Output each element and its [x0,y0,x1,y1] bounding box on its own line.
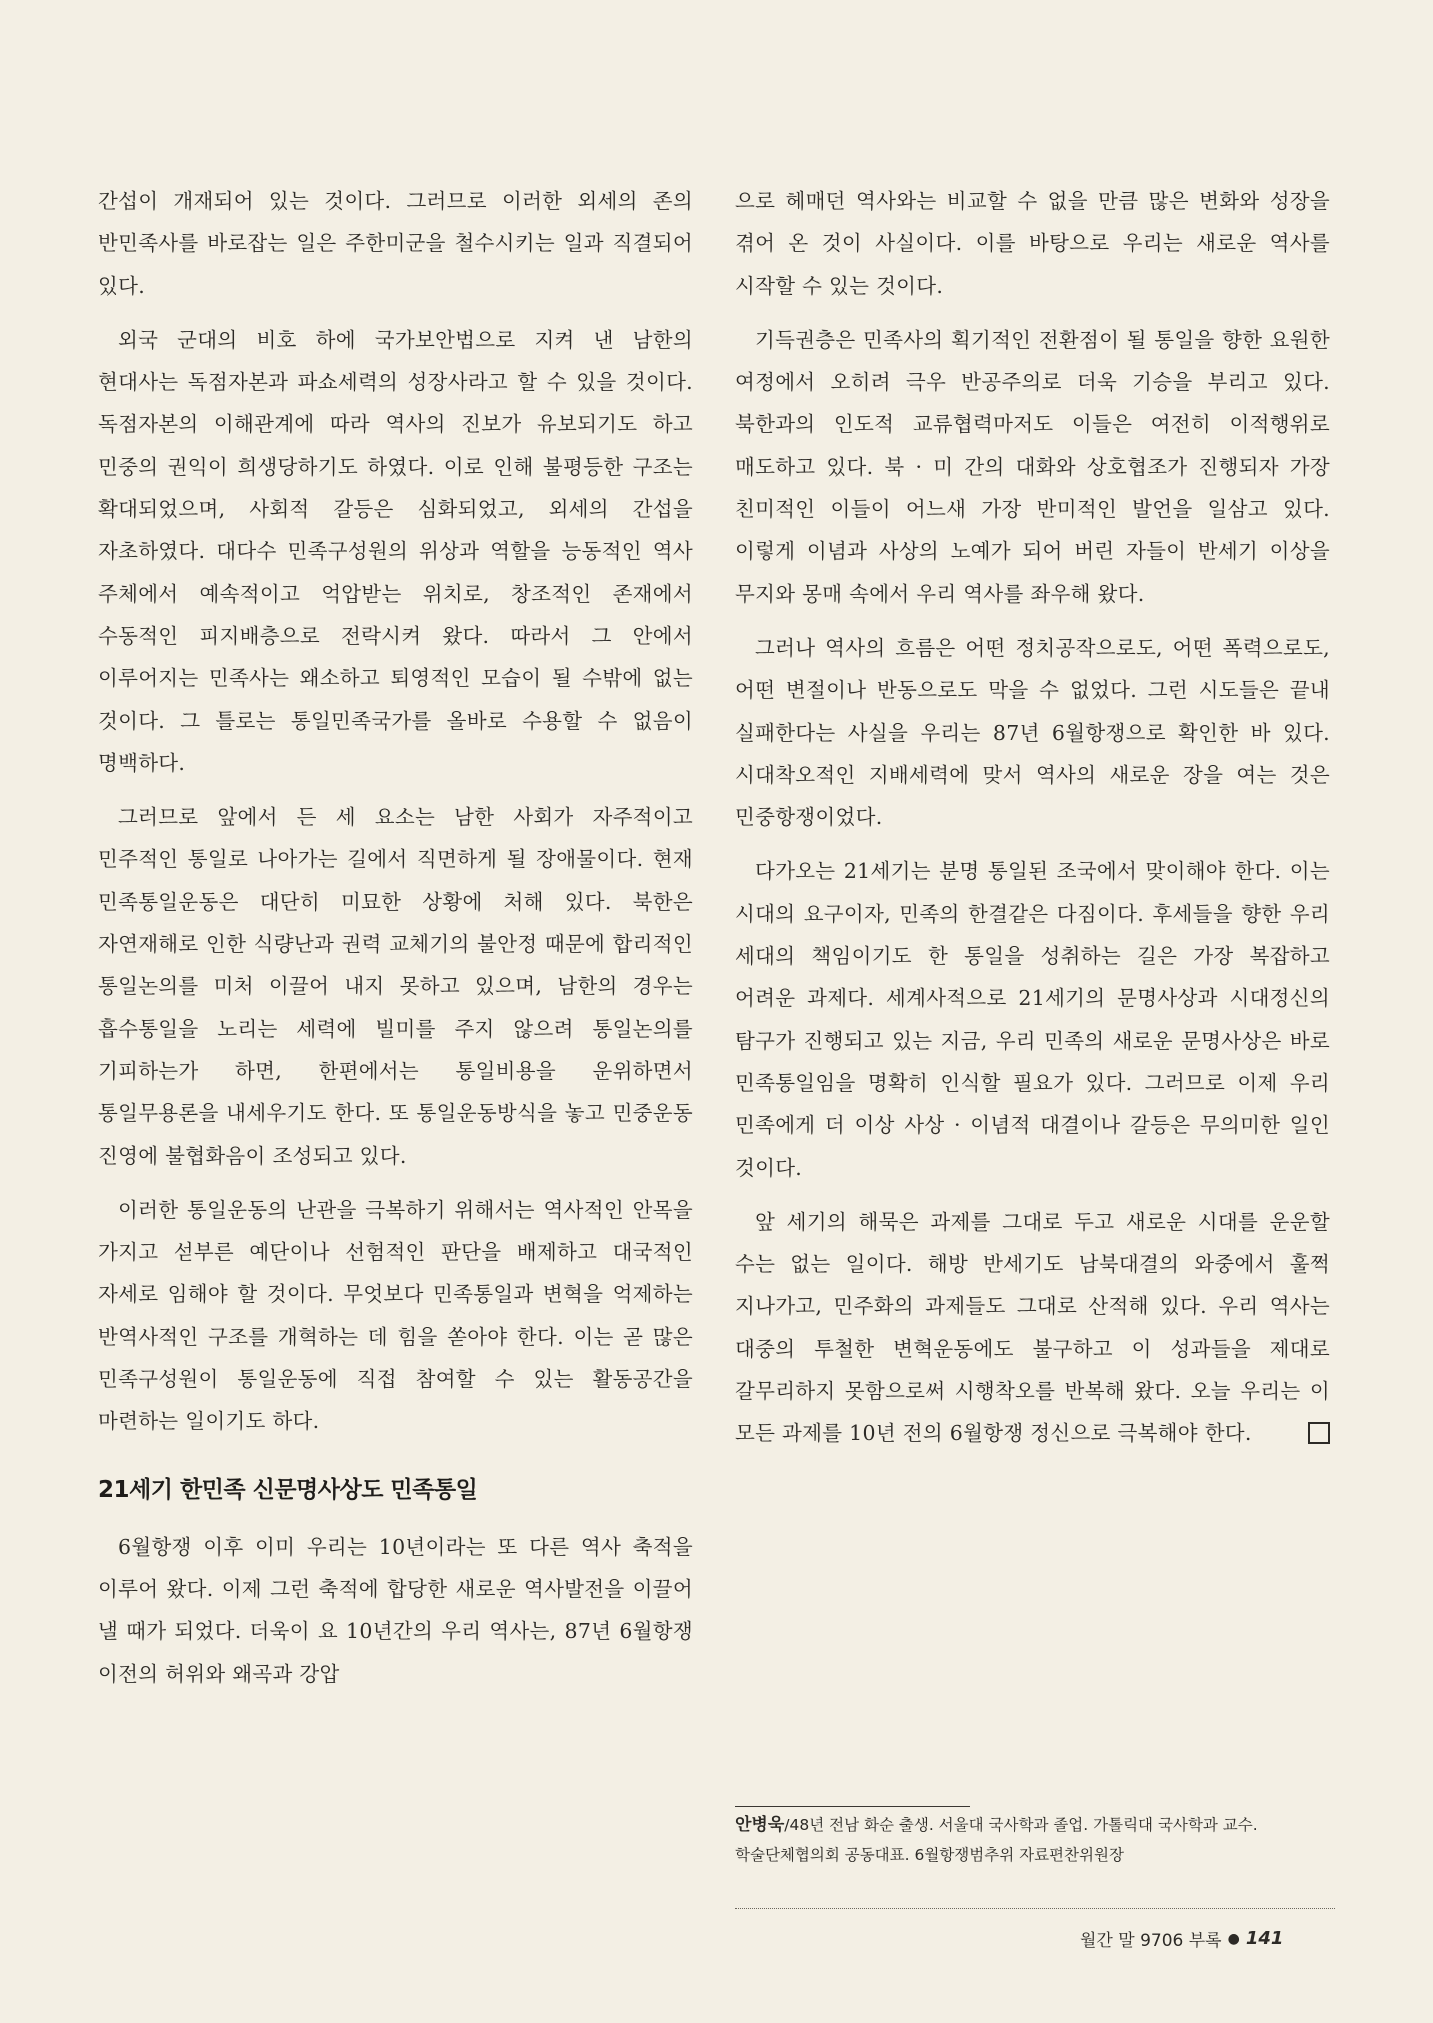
paragraph: 간섭이 개재되어 있는 것이다. 그러므로 이러한 외세의 존의 반민족사를 바로잡는 일은 주한미군을 철수시키는 일과 직결되어 있다. [98,189,693,298]
magazine-name: 월간 말 9706 부록 [1080,1931,1222,1951]
page-number: 141 [1245,1928,1284,1949]
author-description: /48년 전남 화순 출생. 서울대 국사학과 졸업. 가톨릭대 국사학과 교수. 학술단체협의회 공동대표. 6월항쟁범추위 자료편찬위원장 [735,1816,1258,1864]
paragraph: 으로 헤매던 역사와는 비교할 수 없을 만큼 많은 변화와 성장을 겪어 온 것이 사실이다. 이를 바탕으로 우리는 새로운 역사를 시작할 수 있는 것이다. [735,189,1330,298]
section-heading: 21세기 한민족 신문명사상도 민족통일 [98,1476,478,1503]
paragraph: 그러나 역사의 흐름은 어떤 정치공작으로도, 어떤 폭력으로도, 어떤 변절이나 반동으로도 막을 수 없었다. 그런 시도들은 끝내 실패한다는 사실을 우리는 87년 6월항쟁으로 확인한 바 있다. 시대착오적인 지배세력에 맞서 역사의 새로운 장을 여는 것은 민중항쟁이었다. [735,635,1330,830]
paragraph: 다가오는 21세기는 분명 통일된 조국에서 맞이해야 한다. 이는 시대의 요구이자, 민족의 한결같은 다짐이다. 후세들을 향한 우리 세대의 책임이기도 한 통일을 성취하는 길은 가장 복잡하고 어려운 과제다. 세계사적으로 21세기의 문명사상과 시대정신의 탐구가 진행되고 있는 지금, 우리 민족의 새로운 문명사상은 바로 민족통일임을 명확히 인식할 필요가 있다. 그러므로 이제 우리 민족에게 더 이상 사상 · 이념적 대결이나 갈등은 무의미한 일인 것이다. [735,859,1330,1180]
footer-divider [735,1908,1335,1909]
paragraph: 이러한 통일운동의 난관을 극복하기 위해서는 역사적인 안목을 가지고 섣부른 예단이나 선험적인 판단을 배제하고 대국적인 자세로 임해야 할 것이다. 무엇보다 민족통일과 변혁을 억제하는 반역사적인 구조를 개혁하는 데 힘을 쏟아야 한다. 이는 곧 많은 민족구성원이 통일운동에 직접 참여할 수 있는 활동공간을 마련하는 일이기도 하다. [98,1197,693,1434]
paragraph-final [735,1201,1330,1455]
left-column [98,180,693,1707]
bullet-icon: ● [1227,1930,1240,1947]
right-column [735,180,1330,1467]
author-divider [735,1806,970,1807]
paragraph: 기득권층은 민족사의 획기적인 전환점이 될 통일을 향한 요원한 여정에서 오히려 극우 반공주의로 더욱 기승을 부리고 있다. 북한과의 인도적 교류협력마저도 이들은 여전히 이적행위로 매도하고 있다. 북 · 미 간의 대화와 상호협조가 진행되자 가장 친미적인 이들이 어느새 가장 반미적인 발언을 일삼고 있다. 이렇게 이념과 사상의 노예가 되어 버린 자들이 반세기 이상을 무지와 몽매 속에서 우리 역사를 좌우해 왔다. [735,327,1330,606]
author-bio [735,1810,1335,1870]
author-name: 안병욱 [735,1815,785,1835]
end-mark-icon [1308,1422,1330,1444]
page-footer [1080,1926,1283,1951]
paragraph: 6월항쟁 이후 이미 우리는 10년이라는 또 다른 역사 축적을 이루어 왔다. 이제 그런 축적에 합당한 새로운 역사발전을 이끌어 낼 때가 되었다. 더욱이 요 10년간의 우리 역사는, 87년 6월항쟁 이전의 허위와 왜곡과 강압 [98,1534,693,1686]
paragraph: 그러므로 앞에서 든 세 요소는 남한 사회가 자주적이고 민주적인 통일로 나아가는 길에서 직면하게 될 장애물이다. 현재 민족통일운동은 대단히 미묘한 상황에 처해 있다. 북한은 자연재해로 인한 식량난과 권력 교체기의 불안정 때문에 합리적인 통일논의를 미처 이끌어 내지 못하고 있으며, 남한의 경우는 흡수통일을 노리는 세력에 빌미를 주지 않으려 통일논의를 기피하는가 하면, 한편에서는 통일비용을 운위하면서 통일무용론을 내세우기도 한다. 또 통일운동방식을 놓고 민중운동 진영에 불협화음이 조성되고 있다. [98,805,693,1168]
paragraph: 외국 군대의 비호 하에 국가보안법으로 지켜 낸 남한의 현대사는 독점자본과 파쇼세력의 성장사라고 할 수 있을 것이다. 독점자본의 이해관계에 따라 역사의 진보가 유보되기도 하고 민중의 권익이 희생당하기도 하였다. 이로 인해 불평등한 구조는 확대되었으며, 사회적 갈등은 심화되었고, 외세의 간섭을 자초하였다. 대다수 민족구성원의 위상과 역할을 능동적인 역사 주체에서 예속적이고 억압받는 위치로, 창조적인 존재에서 수동적인 피지배층으로 전락시켜 왔다. 따라서 그 안에서 이루어지는 민족사는 왜소하고 퇴영적인 모습이 될 수밖에 없는 것이다. 그 틀로는 통일민족국가를 올바로 수용할 수 없음이 명백하다. [98,327,693,775]
paragraph-text: 앞 세기의 해묵은 과제를 그대로 두고 새로운 시대를 운운할 수는 없는 일이다. 해방 반세기도 남북대결의 와중에서 훌쩍 지나가고, 민주화의 과제들도 그대로 산적해 있다. 우리 역사는 대중의 투철한 변혁운동에도 불구하고 이 성과들을 제대로 갈무리하지 못함으로써 시행착오를 반복해 왔다. 오늘 우리는 이 모든 과제를 10년 전의 6월항쟁 정신으로 극복해야 한다. [735,1209,1330,1446]
